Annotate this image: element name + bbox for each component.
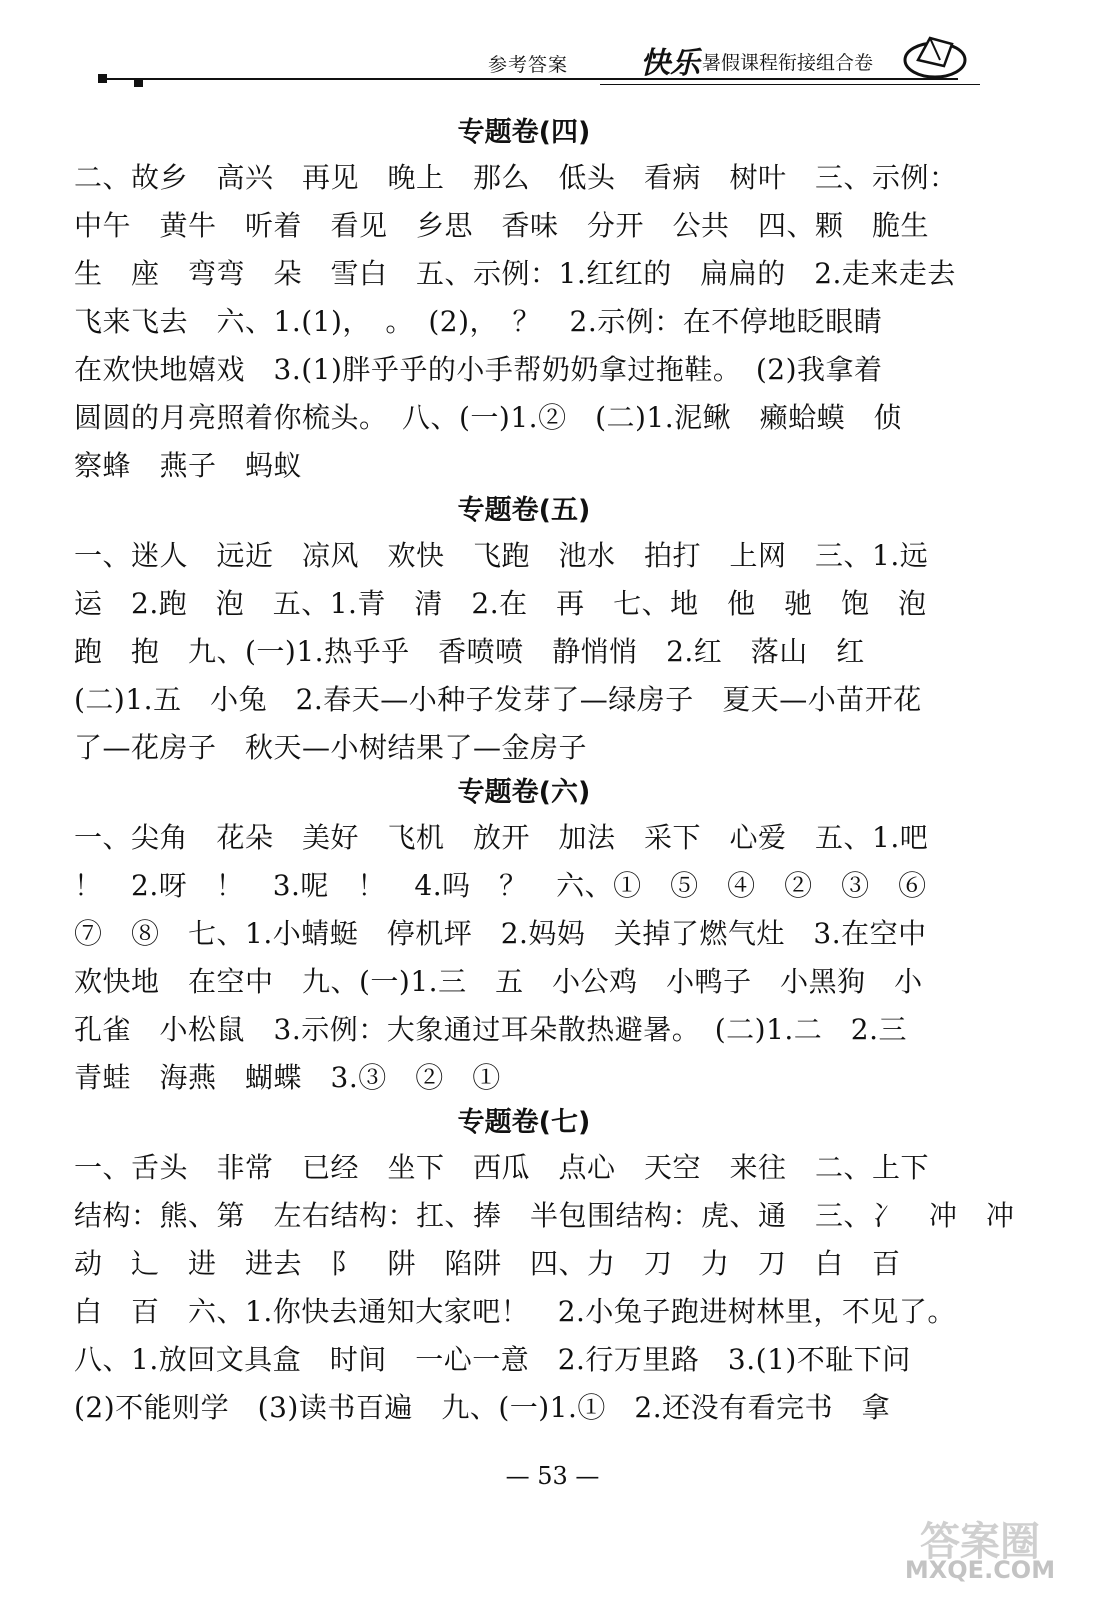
section-title: 专题卷(五) [457,495,591,526]
watermark [895,1510,1065,1590]
watermark-url: MXQE.COM [904,1556,1056,1584]
text-line: ⑦ ⑧ 七、1.小蜻蜓 停机坪 2.妈妈 关掉了燃气灶 3.在空中 [74,917,927,950]
section-5 [74,490,974,772]
text-line: 中午 黄牛 听着 看见 乡思 香味 分开 公共 四、颗 脆生 [74,209,930,242]
text-line: 八、1.放回文具盒 时间 一心一意 2.行万里路 3.(1)不耻下问 [74,1343,911,1376]
text-line: 结构：熊、第 左右结构：扛、捧 半包围结构：虎、通 三、冫 冲 冲 [74,1199,1015,1232]
section-title: 专题卷(七) [457,1107,591,1138]
header-series-title: 暑假课程衔接组合卷 [702,52,874,74]
book-logo-icon [900,30,970,80]
text-line: 飞来飞去 六、1.(1)， 。 (2)， ？ 2.示例：在不停地眨眼睛 [74,305,883,338]
section-title: 专题卷(六) [457,777,591,808]
watermark-logo-text: 答案圈 [920,1519,1040,1565]
header-rule [98,78,958,80]
section-7 [74,1102,1015,1432]
text-line: 生 座 弯弯 朵 雪白 五、示例：1.红红的 扁扁的 2.走来走去 [74,257,956,290]
text-line: 圆圆的月亮照着你梳头。 八、(一)1.② (二)1.泥鳅 癞蛤蟆 侦 [74,401,903,434]
text-line: 孔雀 小松鼠 3.示例：大象通过耳朵散热避暑。 (二)1.二 2.三 [74,1013,907,1046]
page-number: — 53 — [505,1462,600,1490]
text-line: 运 2.跑 泡 五、1.青 清 2.在 再 七、地 他 驰 饱 泡 [74,587,927,620]
text-line: 一、迷人 远近 凉风 欢快 飞跑 池水 拍打 上网 三、1.远 [74,539,929,572]
text-line: ！ 2.呀 ！ 3.呢 ！ 4.吗 ？ 六、① ⑤ ④ ② ③ ⑥ [74,869,927,902]
header-brand: 快乐 [640,46,700,81]
text-line: 跑 抱 九、(一)1.热乎乎 香喷喷 静悄悄 2.红 落山 红 [74,635,865,668]
answer-content [74,112,1015,1432]
text-line: 了—花房子 秋天—小树结果了—金房子 [74,731,588,764]
text-line: (二)1.五 小兔 2.春天—小种子发芽了—绿房子 夏天—小苗开花 [74,683,922,716]
text-line: 青蛙 海燕 蝴蝶 3.③ ② ① [74,1061,501,1094]
header-label: 参考答案 [488,54,569,76]
page-header [0,0,1105,110]
text-line: 察蜂 燕子 蚂蚁 [74,449,303,482]
header-rule-thin [600,84,980,85]
text-line: 二、故乡 高兴 再见 晚上 那么 低头 看病 树叶 三、示例： [74,161,958,194]
text-line: 动 辶 进 进去 阝 阱 陷阱 四、力 刀 力 刀 白 百 [74,1247,901,1280]
text-line: 在欢快地嬉戏 3.(1)胖乎乎的小手帮奶奶拿过拖鞋。 (2)我拿着 [74,353,883,386]
text-line: 一、舌头 非常 已经 坐下 西瓜 点心 天空 来往 二、上下 [74,1151,930,1184]
section-title: 专题卷(四) [457,117,591,148]
text-line: 白 百 六、1.你快去通知大家吧！ 2.小兔子跑进树林里，不见了。 [74,1295,956,1328]
text-line: 欢快地 在空中 九、(一)1.三 五 小公鸡 小鸭子 小黑狗 小 [74,965,923,998]
text-line: (2)不能则学 (3)读书百遍 九、(一)1.① 2.还没有看完书 拿 [74,1391,891,1424]
section-4 [74,112,974,490]
section-6 [74,772,974,1102]
text-line: 一、尖角 花朵 美好 飞机 放开 加法 采下 心爱 五、1.吧 [74,821,929,854]
